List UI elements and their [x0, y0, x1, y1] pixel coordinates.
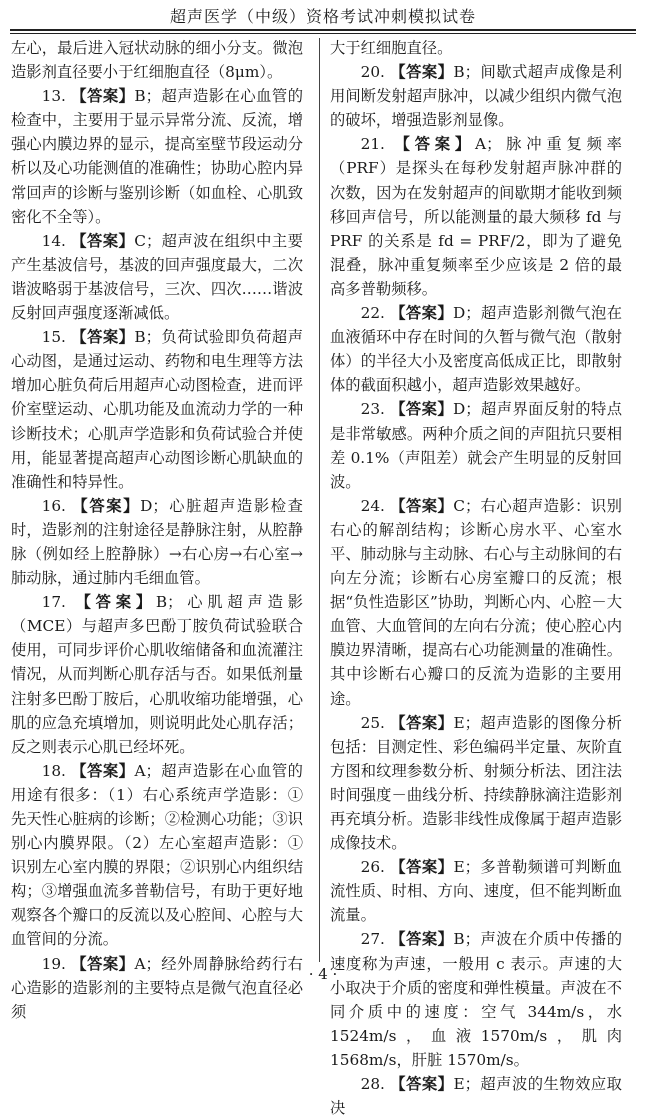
answer-text: D；心脏超声造影检查时，造影剂的注射途径是静脉注射，从腔静脉（例如经上腔静脉）→右心房→右心室→肺动脉，通过肺内毛细血管。 [11, 496, 303, 588]
answer-paragraph [330, 1072, 622, 1120]
answer-text: B；心肌超声造影（MCE）与超声多巴酚丁胺负荷试验联合使用，可同步评价心肌收缩储备和血流灌注情况，从而判断心肌存活与否。如果低剂量注射多巴酚丁胺后，心肌收缩功能增强，心肌的应急充填增加，则说明此处心肌存活；反之则表示心肌已经坏死。 [11, 593, 303, 756]
right-column [330, 36, 622, 1120]
question-number: 27. [360, 930, 391, 949]
answer-text: A；经外周静脉给药行右心造影的造影剂的主要特点是微气泡直径必须 [11, 954, 303, 1021]
question-number: 26. [360, 858, 391, 877]
answer-tag: 【答案】 [75, 593, 156, 612]
answer-text: 大于红细胞直径。 [330, 39, 453, 57]
question-number: 22. [360, 304, 391, 323]
answer-paragraph [11, 494, 303, 590]
answer-paragraph [330, 494, 622, 711]
answer-text: A；超声造影在心血管的用途有很多：（1）右心系统声学造影：①先天性心脏病的诊断；②检测心功能；③识别心内膜界限。（2）左心室超声造影：①识别左心室内膜的界限；②识别心内组织结构；③增强血流多普勒信号，有助于更好地观察各个瓣口的反流以及心腔间、心腔与大血管间的分流。 [11, 761, 303, 949]
answer-tag: 【答案】 [71, 87, 135, 106]
question-number: 28. [360, 1075, 391, 1094]
question-number: 16. [41, 496, 73, 515]
answer-paragraph [330, 711, 622, 856]
question-number: 23. [360, 400, 391, 419]
question-number: 14. [41, 231, 72, 250]
question-number: 24. [360, 496, 391, 515]
left-column [11, 36, 303, 1024]
answer-paragraph [330, 301, 622, 397]
question-number: 18. [41, 761, 72, 780]
answer-tag: 【答案】 [390, 858, 454, 877]
answer-paragraph [11, 952, 303, 1024]
answer-tag: 【答案】 [72, 496, 141, 515]
answer-paragraph [11, 229, 303, 325]
answer-text: A；脉冲重复频率（PRF）是探头在每秒发射超声脉冲群的次数，因为在发射超声的间歇期才能收到频移回声信号，所以能测量的最大频移 fd 与 PRF 的关系是 fd = PRF/2，即为了避免混叠，脉冲重复频率至少应该是 2 倍的最高多普勒频移。 [330, 135, 622, 298]
answer-tag: 【答案】 [390, 713, 454, 732]
answer-paragraph [330, 855, 622, 927]
answer-paragraph [11, 590, 303, 759]
answer-text: B；声波在介质中传播的速度称为声速，一般用 c 表示。声速的大小取决于介质的密度和弹性模量。声波在不同介质中的速度：空气 344m/s，水 1524m/s，血液1570m/s，肌肉 1568m/s，肝脏 1570m/s。 [330, 930, 622, 1069]
answer-tag: 【答案】 [390, 1075, 454, 1094]
answer-text: B；间歇式超声成像是利用间断发射超声脉冲，以减少组织内微气泡的破坏，增强造影剂显像。 [330, 63, 622, 130]
question-number: 13. [41, 87, 72, 106]
answer-tag: 【答案】 [71, 231, 135, 250]
answer-tag: 【答案】 [394, 135, 476, 154]
answer-text: E；超声波的生物效应取决 [330, 1075, 622, 1118]
answer-text: C；超声波在组织中主要产生基波信号，基波的回声强度最大，二次谐波略弱于基波信号，三次、四次……谐波反射回声强度逐渐减低。 [11, 231, 303, 323]
answer-text: C；右心超声造影：识别右心的解剖结构；诊断心房水平、心室水平、肺动脉与主动脉、右心与主动脉间的右向左分流；诊断右心房室瓣口的反流；根据“负性造影区”协助，判断心内、心腔－大血管、大血管间的左向右分流；使心腔心内膜边界清晰，提高右心功能测量的准确性。其中诊断右心瓣口的反流为造影的主要用途。 [330, 496, 622, 708]
answer-text: D；超声界面反射的特点是非常敏感。两种介质之间的声阻抗只要相差 0.1%（声阻差）就会产生明显的反射回波。 [330, 400, 622, 491]
page-number: · 4 · [308, 965, 338, 983]
answer-tag: 【答案】 [390, 496, 454, 515]
answer-tag: 【答案】 [390, 63, 454, 82]
answer-paragraph [330, 60, 622, 132]
answer-tag: 【答案】 [390, 930, 454, 949]
answer-tag: 【答案】 [390, 304, 454, 323]
question-number: 21. [360, 135, 395, 154]
question-number: 17. [41, 593, 76, 612]
header-rule-thick [10, 29, 636, 31]
header-rule-thin [10, 33, 636, 34]
page-header-title: 超声医学（中级）资格考试冲刺模拟试卷 [169, 7, 476, 26]
continued-paragraph [330, 36, 622, 60]
answer-text: B；超声造影在心血管的检查中，主要用于显示异常分流、反流，增强心内膜边界的显示，提高室壁节段运动分析以及心功能测值的准确性；协助心腔内异常回声的诊断与鉴别诊断（如血栓、心肌致密化不全等）。 [11, 87, 303, 226]
answer-paragraph [330, 927, 622, 1072]
answer-tag: 【答案】 [71, 761, 135, 780]
answer-text: E；超声造影的图像分析包括：目测定性、彩色编码半定量、灰阶直方图和纹理参数分析、射频分析法、团注法时间强度－曲线分析、持续静脉滴注造影剂再充填分析。造影非线性成像属于超声造影成像技术。 [330, 713, 622, 853]
question-number: 19. [41, 954, 72, 973]
answer-paragraph [11, 759, 303, 952]
answer-text: B；负荷试验即负荷超声心动图，是通过运动、药物和电生理等方法增加心脏负荷后用超声心动图检查，进而评价室壁运动、心肌功能及血流动力学的一种诊断技术；心肌声学造影和负荷试验合并使用，能显著提高超声心动图诊断心肌缺血的准确性和特异性。 [11, 328, 303, 491]
column-divider [319, 38, 320, 962]
answer-text: 左心，最后进入冠状动脉的细小分支。微泡造影剂直径要小于红细胞直径（8μm）。 [11, 39, 303, 82]
answer-text: E；多普勒频谱可判断血流性质、时相、方向、速度，但不能判断血流量。 [330, 858, 622, 925]
answer-tag: 【答案】 [71, 954, 135, 973]
answer-tag: 【答案】 [390, 400, 454, 419]
answer-paragraph [11, 325, 303, 494]
answer-paragraph [330, 397, 622, 493]
continued-paragraph [11, 36, 303, 84]
answer-paragraph [11, 84, 303, 229]
question-number: 15. [41, 328, 72, 347]
answer-tag: 【答案】 [71, 328, 135, 347]
answer-paragraph [330, 132, 622, 301]
answer-text: D；超声造影剂微气泡在血液循环中存在时间的久暂与微气泡（散射体）的半径大小及密度高低成正比，即散射体的截面积越小，超声造影效果越好。 [330, 304, 622, 395]
question-number: 20. [360, 63, 391, 82]
question-number: 25. [360, 713, 391, 732]
